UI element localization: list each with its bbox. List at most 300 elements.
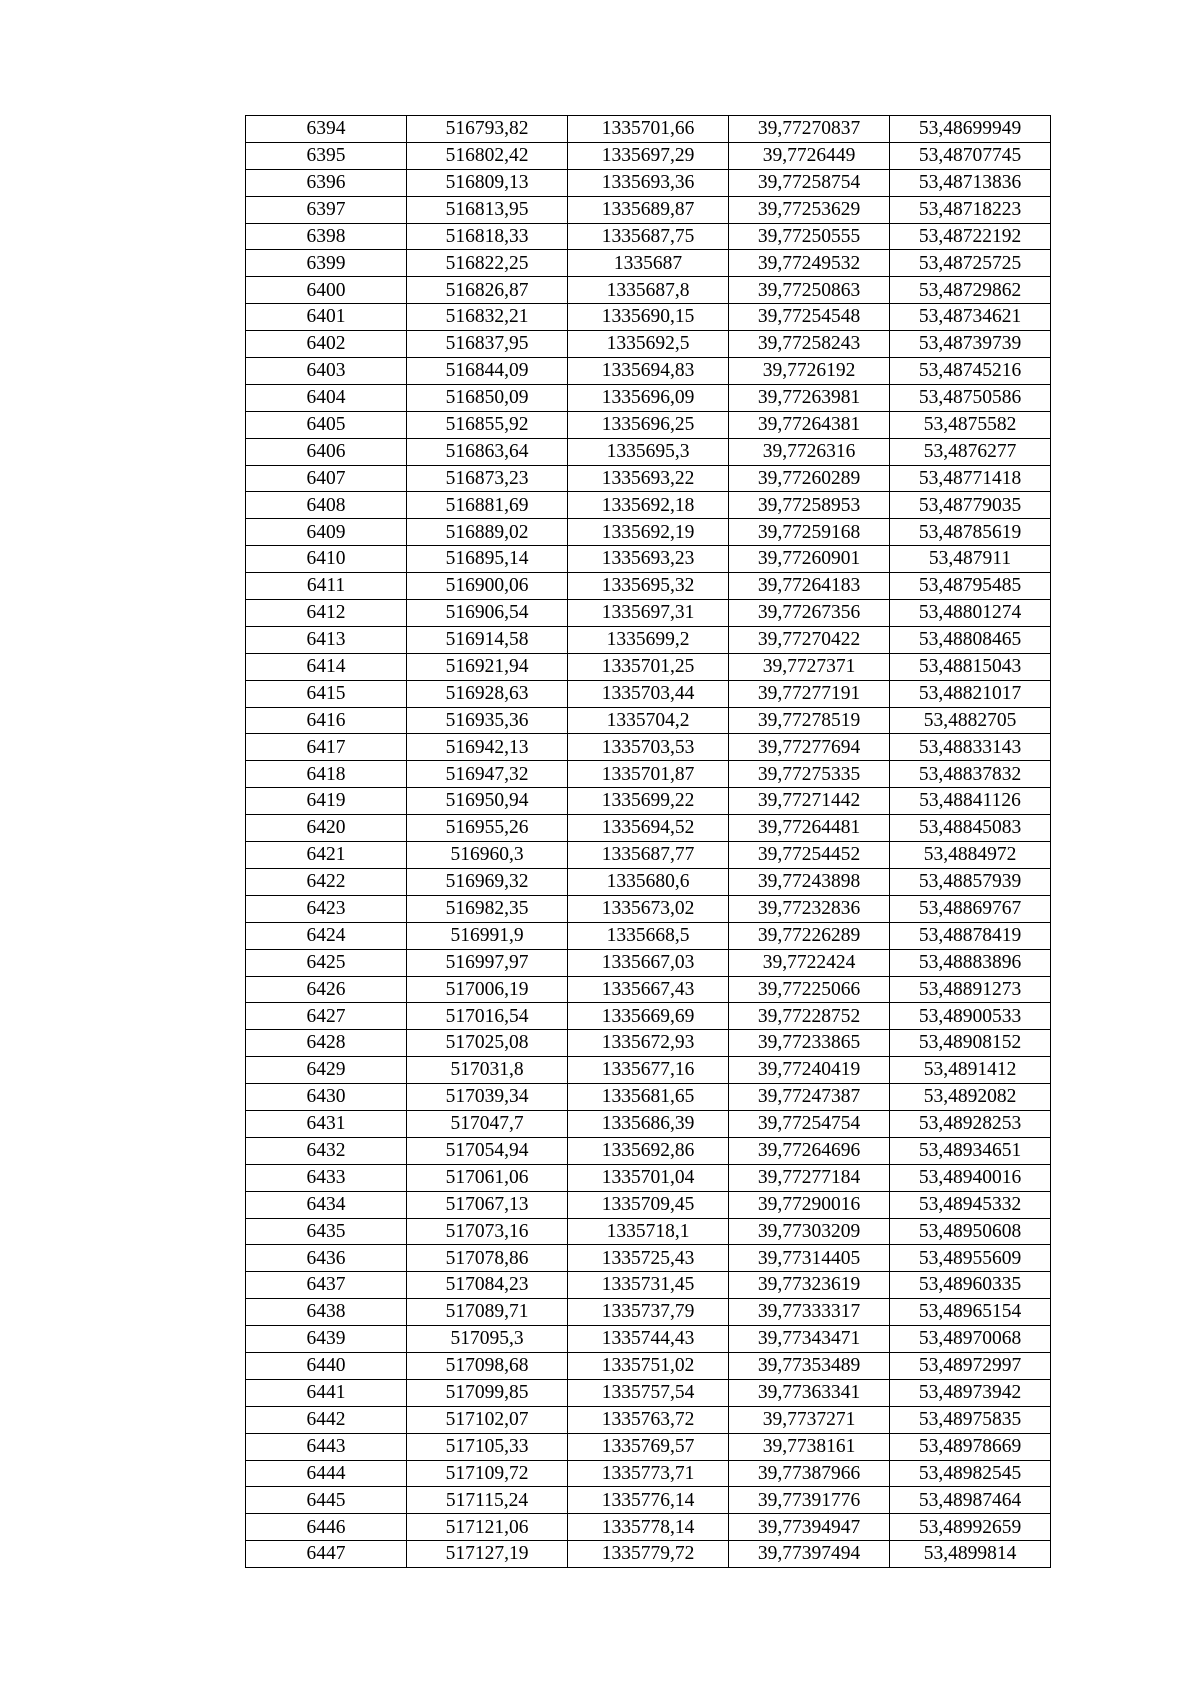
latitude-cell: 53,48713836 — [890, 169, 1051, 196]
point-number-cell: 6418 — [246, 761, 407, 788]
longitude-cell: 39,77270422 — [729, 626, 890, 653]
latitude-cell: 53,48955609 — [890, 1245, 1051, 1272]
x-coordinate-cell: 517084,23 — [407, 1272, 568, 1299]
y-coordinate-cell: 1335744,43 — [568, 1326, 729, 1353]
longitude-cell: 39,77259168 — [729, 519, 890, 546]
x-coordinate-cell: 516832,21 — [407, 304, 568, 331]
y-coordinate-cell: 1335695,32 — [568, 573, 729, 600]
table-row — [246, 788, 1051, 815]
table-row — [246, 734, 1051, 761]
point-number-cell: 6414 — [246, 653, 407, 680]
point-number-cell: 6394 — [246, 116, 407, 143]
table-row — [246, 868, 1051, 895]
y-coordinate-cell: 1335693,22 — [568, 465, 729, 492]
latitude-cell: 53,48945332 — [890, 1191, 1051, 1218]
y-coordinate-cell: 1335757,54 — [568, 1379, 729, 1406]
point-number-cell: 6423 — [246, 895, 407, 922]
y-coordinate-cell: 1335669,69 — [568, 1003, 729, 1030]
x-coordinate-cell: 516802,42 — [407, 142, 568, 169]
latitude-cell: 53,48837832 — [890, 761, 1051, 788]
point-number-cell: 6403 — [246, 358, 407, 385]
y-coordinate-cell: 1335694,83 — [568, 358, 729, 385]
x-coordinate-cell: 517127,19 — [407, 1541, 568, 1568]
latitude-cell: 53,48975835 — [890, 1406, 1051, 1433]
y-coordinate-cell: 1335703,53 — [568, 734, 729, 761]
latitude-cell: 53,48857939 — [890, 868, 1051, 895]
y-coordinate-cell: 1335692,19 — [568, 519, 729, 546]
point-number-cell: 6430 — [246, 1084, 407, 1111]
latitude-cell: 53,48833143 — [890, 734, 1051, 761]
longitude-cell: 39,77254452 — [729, 842, 890, 869]
latitude-cell: 53,48900533 — [890, 1003, 1051, 1030]
point-number-cell: 6437 — [246, 1272, 407, 1299]
table-row — [246, 116, 1051, 143]
latitude-cell: 53,48821017 — [890, 680, 1051, 707]
table-row — [246, 895, 1051, 922]
x-coordinate-cell: 516850,09 — [407, 384, 568, 411]
table-row — [246, 1352, 1051, 1379]
y-coordinate-cell: 1335731,45 — [568, 1272, 729, 1299]
latitude-cell: 53,48960335 — [890, 1272, 1051, 1299]
x-coordinate-cell: 516935,36 — [407, 707, 568, 734]
point-number-cell: 6411 — [246, 573, 407, 600]
y-coordinate-cell: 1335692,86 — [568, 1137, 729, 1164]
point-number-cell: 6446 — [246, 1514, 407, 1541]
y-coordinate-cell: 1335776,14 — [568, 1487, 729, 1514]
y-coordinate-cell: 1335687,77 — [568, 842, 729, 869]
latitude-cell: 53,48795485 — [890, 573, 1051, 600]
table-row — [246, 1003, 1051, 1030]
longitude-cell: 39,77250555 — [729, 223, 890, 250]
y-coordinate-cell: 1335681,65 — [568, 1084, 729, 1111]
point-number-cell: 6408 — [246, 492, 407, 519]
point-number-cell: 6441 — [246, 1379, 407, 1406]
y-coordinate-cell: 1335773,71 — [568, 1460, 729, 1487]
y-coordinate-cell: 1335694,52 — [568, 815, 729, 842]
point-number-cell: 6404 — [246, 384, 407, 411]
x-coordinate-cell: 516844,09 — [407, 358, 568, 385]
point-number-cell: 6415 — [246, 680, 407, 707]
y-coordinate-cell: 1335673,02 — [568, 895, 729, 922]
latitude-cell: 53,48815043 — [890, 653, 1051, 680]
table-row — [246, 1541, 1051, 1568]
point-number-cell: 6439 — [246, 1326, 407, 1353]
point-number-cell: 6445 — [246, 1487, 407, 1514]
y-coordinate-cell: 1335696,09 — [568, 384, 729, 411]
longitude-cell: 39,77233865 — [729, 1030, 890, 1057]
latitude-cell: 53,48841126 — [890, 788, 1051, 815]
longitude-cell: 39,77264381 — [729, 411, 890, 438]
x-coordinate-cell: 516895,14 — [407, 546, 568, 573]
longitude-cell: 39,7726316 — [729, 438, 890, 465]
x-coordinate-cell: 517039,34 — [407, 1084, 568, 1111]
table-row — [246, 653, 1051, 680]
y-coordinate-cell: 1335725,43 — [568, 1245, 729, 1272]
x-coordinate-cell: 516942,13 — [407, 734, 568, 761]
y-coordinate-cell: 1335668,5 — [568, 922, 729, 949]
point-number-cell: 6412 — [246, 600, 407, 627]
x-coordinate-cell: 516950,94 — [407, 788, 568, 815]
latitude-cell: 53,48928253 — [890, 1110, 1051, 1137]
table-row — [246, 465, 1051, 492]
table-row — [246, 438, 1051, 465]
table-row — [246, 761, 1051, 788]
latitude-cell: 53,48845083 — [890, 815, 1051, 842]
table-row — [246, 1460, 1051, 1487]
y-coordinate-cell: 1335677,16 — [568, 1057, 729, 1084]
table-row — [246, 1272, 1051, 1299]
longitude-cell: 39,77243898 — [729, 868, 890, 895]
longitude-cell: 39,77250863 — [729, 277, 890, 304]
table-row — [246, 250, 1051, 277]
x-coordinate-cell: 517102,07 — [407, 1406, 568, 1433]
latitude-cell: 53,48779035 — [890, 492, 1051, 519]
longitude-cell: 39,77323619 — [729, 1272, 890, 1299]
x-coordinate-cell: 516997,97 — [407, 949, 568, 976]
y-coordinate-cell: 1335687 — [568, 250, 729, 277]
x-coordinate-cell: 517031,8 — [407, 1057, 568, 1084]
latitude-cell: 53,48965154 — [890, 1299, 1051, 1326]
table-row — [246, 384, 1051, 411]
y-coordinate-cell: 1335680,6 — [568, 868, 729, 895]
point-number-cell: 6402 — [246, 331, 407, 358]
y-coordinate-cell: 1335701,87 — [568, 761, 729, 788]
table-row — [246, 1057, 1051, 1084]
latitude-cell: 53,48891273 — [890, 976, 1051, 1003]
x-coordinate-cell: 516947,32 — [407, 761, 568, 788]
point-number-cell: 6429 — [246, 1057, 407, 1084]
y-coordinate-cell: 1335718,1 — [568, 1218, 729, 1245]
x-coordinate-cell: 516960,3 — [407, 842, 568, 869]
longitude-cell: 39,7722424 — [729, 949, 890, 976]
point-number-cell: 6419 — [246, 788, 407, 815]
y-coordinate-cell: 1335687,75 — [568, 223, 729, 250]
longitude-cell: 39,77247387 — [729, 1084, 890, 1111]
y-coordinate-cell: 1335751,02 — [568, 1352, 729, 1379]
y-coordinate-cell: 1335701,04 — [568, 1164, 729, 1191]
x-coordinate-cell: 517078,86 — [407, 1245, 568, 1272]
y-coordinate-cell: 1335704,2 — [568, 707, 729, 734]
table-row — [246, 707, 1051, 734]
table-row — [246, 196, 1051, 223]
table-row — [246, 169, 1051, 196]
x-coordinate-cell: 516863,64 — [407, 438, 568, 465]
table-row — [246, 922, 1051, 949]
latitude-cell: 53,48940016 — [890, 1164, 1051, 1191]
latitude-cell: 53,48699949 — [890, 116, 1051, 143]
longitude-cell: 39,77275335 — [729, 761, 890, 788]
latitude-cell: 53,4891412 — [890, 1057, 1051, 1084]
table-row — [246, 1487, 1051, 1514]
x-coordinate-cell: 517061,06 — [407, 1164, 568, 1191]
y-coordinate-cell: 1335672,93 — [568, 1030, 729, 1057]
x-coordinate-cell: 516826,87 — [407, 277, 568, 304]
point-number-cell: 6400 — [246, 277, 407, 304]
table-row — [246, 1137, 1051, 1164]
longitude-cell: 39,77363341 — [729, 1379, 890, 1406]
point-number-cell: 6447 — [246, 1541, 407, 1568]
table-row — [246, 277, 1051, 304]
table-row — [246, 1433, 1051, 1460]
latitude-cell: 53,48808465 — [890, 626, 1051, 653]
point-number-cell: 6422 — [246, 868, 407, 895]
latitude-cell: 53,48934651 — [890, 1137, 1051, 1164]
longitude-cell: 39,77394947 — [729, 1514, 890, 1541]
x-coordinate-cell: 516906,54 — [407, 600, 568, 627]
y-coordinate-cell: 1335778,14 — [568, 1514, 729, 1541]
latitude-cell: 53,4876277 — [890, 438, 1051, 465]
point-number-cell: 6421 — [246, 842, 407, 869]
latitude-cell: 53,48718223 — [890, 196, 1051, 223]
x-coordinate-cell: 516813,95 — [407, 196, 568, 223]
point-number-cell: 6425 — [246, 949, 407, 976]
point-number-cell: 6438 — [246, 1299, 407, 1326]
table-row — [246, 1326, 1051, 1353]
longitude-cell: 39,77387966 — [729, 1460, 890, 1487]
table-row — [246, 1110, 1051, 1137]
x-coordinate-cell: 516889,02 — [407, 519, 568, 546]
x-coordinate-cell: 516809,13 — [407, 169, 568, 196]
longitude-cell: 39,77397494 — [729, 1541, 890, 1568]
y-coordinate-cell: 1335692,18 — [568, 492, 729, 519]
point-number-cell: 6444 — [246, 1460, 407, 1487]
longitude-cell: 39,77226289 — [729, 922, 890, 949]
y-coordinate-cell: 1335686,39 — [568, 1110, 729, 1137]
point-number-cell: 6440 — [246, 1352, 407, 1379]
x-coordinate-cell: 516914,58 — [407, 626, 568, 653]
y-coordinate-cell: 1335690,15 — [568, 304, 729, 331]
longitude-cell: 39,77254754 — [729, 1110, 890, 1137]
y-coordinate-cell: 1335769,57 — [568, 1433, 729, 1460]
table-row — [246, 842, 1051, 869]
longitude-cell: 39,77258754 — [729, 169, 890, 196]
longitude-cell: 39,77249532 — [729, 250, 890, 277]
x-coordinate-cell: 517054,94 — [407, 1137, 568, 1164]
longitude-cell: 39,77277184 — [729, 1164, 890, 1191]
x-coordinate-cell: 517006,19 — [407, 976, 568, 1003]
latitude-cell: 53,48908152 — [890, 1030, 1051, 1057]
longitude-cell: 39,77260901 — [729, 546, 890, 573]
x-coordinate-cell: 517099,85 — [407, 1379, 568, 1406]
x-coordinate-cell: 516793,82 — [407, 116, 568, 143]
point-number-cell: 6433 — [246, 1164, 407, 1191]
point-number-cell: 6435 — [246, 1218, 407, 1245]
latitude-cell: 53,48745216 — [890, 358, 1051, 385]
table-row — [246, 331, 1051, 358]
point-number-cell: 6397 — [246, 196, 407, 223]
latitude-cell: 53,48771418 — [890, 465, 1051, 492]
latitude-cell: 53,48869767 — [890, 895, 1051, 922]
longitude-cell: 39,77263981 — [729, 384, 890, 411]
latitude-cell: 53,48722192 — [890, 223, 1051, 250]
point-number-cell: 6420 — [246, 815, 407, 842]
point-number-cell: 6442 — [246, 1406, 407, 1433]
longitude-cell: 39,7737271 — [729, 1406, 890, 1433]
x-coordinate-cell: 517115,24 — [407, 1487, 568, 1514]
point-number-cell: 6396 — [246, 169, 407, 196]
table-row — [246, 1406, 1051, 1433]
y-coordinate-cell: 1335695,3 — [568, 438, 729, 465]
longitude-cell: 39,77264696 — [729, 1137, 890, 1164]
latitude-cell: 53,487911 — [890, 546, 1051, 573]
x-coordinate-cell: 516818,33 — [407, 223, 568, 250]
x-coordinate-cell: 517016,54 — [407, 1003, 568, 1030]
latitude-cell: 53,48729862 — [890, 277, 1051, 304]
longitude-cell: 39,77264481 — [729, 815, 890, 842]
point-number-cell: 6424 — [246, 922, 407, 949]
table-row — [246, 573, 1051, 600]
y-coordinate-cell: 1335701,25 — [568, 653, 729, 680]
y-coordinate-cell: 1335667,43 — [568, 976, 729, 1003]
table-row — [246, 142, 1051, 169]
y-coordinate-cell: 1335709,45 — [568, 1191, 729, 1218]
table-row — [246, 519, 1051, 546]
x-coordinate-cell: 517047,7 — [407, 1110, 568, 1137]
x-coordinate-cell: 516822,25 — [407, 250, 568, 277]
longitude-cell: 39,77391776 — [729, 1487, 890, 1514]
x-coordinate-cell: 516982,35 — [407, 895, 568, 922]
point-number-cell: 6434 — [246, 1191, 407, 1218]
longitude-cell: 39,77232836 — [729, 895, 890, 922]
longitude-cell: 39,77258953 — [729, 492, 890, 519]
table-row — [246, 1084, 1051, 1111]
latitude-cell: 53,48973942 — [890, 1379, 1051, 1406]
x-coordinate-cell: 516900,06 — [407, 573, 568, 600]
y-coordinate-cell: 1335693,23 — [568, 546, 729, 573]
latitude-cell: 53,48950608 — [890, 1218, 1051, 1245]
table-row — [246, 1191, 1051, 1218]
point-number-cell: 6416 — [246, 707, 407, 734]
latitude-cell: 53,48739739 — [890, 331, 1051, 358]
point-number-cell: 6405 — [246, 411, 407, 438]
longitude-cell: 39,7738161 — [729, 1433, 890, 1460]
x-coordinate-cell: 517089,71 — [407, 1299, 568, 1326]
latitude-cell: 53,48982545 — [890, 1460, 1051, 1487]
table-row — [246, 1218, 1051, 1245]
x-coordinate-cell: 516991,9 — [407, 922, 568, 949]
point-number-cell: 6413 — [246, 626, 407, 653]
point-number-cell: 6432 — [246, 1137, 407, 1164]
longitude-cell: 39,77277694 — [729, 734, 890, 761]
point-number-cell: 6407 — [246, 465, 407, 492]
table-row — [246, 358, 1051, 385]
x-coordinate-cell: 516837,95 — [407, 331, 568, 358]
table-row — [246, 304, 1051, 331]
latitude-cell: 53,48785619 — [890, 519, 1051, 546]
longitude-cell: 39,77225066 — [729, 976, 890, 1003]
y-coordinate-cell: 1335701,66 — [568, 116, 729, 143]
y-coordinate-cell: 1335687,8 — [568, 277, 729, 304]
latitude-cell: 53,48972997 — [890, 1352, 1051, 1379]
x-coordinate-cell: 517098,68 — [407, 1352, 568, 1379]
point-number-cell: 6406 — [246, 438, 407, 465]
latitude-cell: 53,48750586 — [890, 384, 1051, 411]
coordinates-table — [245, 115, 1051, 1568]
x-coordinate-cell: 516855,92 — [407, 411, 568, 438]
y-coordinate-cell: 1335693,36 — [568, 169, 729, 196]
table-row — [246, 815, 1051, 842]
point-number-cell: 6427 — [246, 1003, 407, 1030]
table-row — [246, 492, 1051, 519]
point-number-cell: 6428 — [246, 1030, 407, 1057]
longitude-cell: 39,77343471 — [729, 1326, 890, 1353]
table-row — [246, 411, 1051, 438]
coordinates-table-body — [246, 116, 1051, 1568]
y-coordinate-cell: 1335697,31 — [568, 600, 729, 627]
longitude-cell: 39,77254548 — [729, 304, 890, 331]
table-row — [246, 1164, 1051, 1191]
x-coordinate-cell: 516955,26 — [407, 815, 568, 842]
x-coordinate-cell: 517025,08 — [407, 1030, 568, 1057]
latitude-cell: 53,4899814 — [890, 1541, 1051, 1568]
point-number-cell: 6443 — [246, 1433, 407, 1460]
latitude-cell: 53,48734621 — [890, 304, 1051, 331]
x-coordinate-cell: 516921,94 — [407, 653, 568, 680]
point-number-cell: 6395 — [246, 142, 407, 169]
longitude-cell: 39,77260289 — [729, 465, 890, 492]
longitude-cell: 39,77303209 — [729, 1218, 890, 1245]
longitude-cell: 39,77333317 — [729, 1299, 890, 1326]
longitude-cell: 39,77258243 — [729, 331, 890, 358]
latitude-cell: 53,48992659 — [890, 1514, 1051, 1541]
table-row — [246, 600, 1051, 627]
x-coordinate-cell: 517095,3 — [407, 1326, 568, 1353]
longitude-cell: 39,7727371 — [729, 653, 890, 680]
longitude-cell: 39,77314405 — [729, 1245, 890, 1272]
longitude-cell: 39,77253629 — [729, 196, 890, 223]
y-coordinate-cell: 1335692,5 — [568, 331, 729, 358]
longitude-cell: 39,77271442 — [729, 788, 890, 815]
x-coordinate-cell: 517109,72 — [407, 1460, 568, 1487]
y-coordinate-cell: 1335697,29 — [568, 142, 729, 169]
x-coordinate-cell: 517073,16 — [407, 1218, 568, 1245]
table-row — [246, 1379, 1051, 1406]
latitude-cell: 53,48801274 — [890, 600, 1051, 627]
point-number-cell: 6410 — [246, 546, 407, 573]
table-row — [246, 1514, 1051, 1541]
x-coordinate-cell: 516969,32 — [407, 868, 568, 895]
table-row — [246, 1030, 1051, 1057]
longitude-cell: 39,77264183 — [729, 573, 890, 600]
y-coordinate-cell: 1335763,72 — [568, 1406, 729, 1433]
point-number-cell: 6398 — [246, 223, 407, 250]
y-coordinate-cell: 1335696,25 — [568, 411, 729, 438]
longitude-cell: 39,77290016 — [729, 1191, 890, 1218]
latitude-cell: 53,48883896 — [890, 949, 1051, 976]
point-number-cell: 6426 — [246, 976, 407, 1003]
y-coordinate-cell: 1335779,72 — [568, 1541, 729, 1568]
table-row — [246, 1299, 1051, 1326]
latitude-cell: 53,48978669 — [890, 1433, 1051, 1460]
longitude-cell: 39,77228752 — [729, 1003, 890, 1030]
table-row — [246, 1245, 1051, 1272]
longitude-cell: 39,77353489 — [729, 1352, 890, 1379]
latitude-cell: 53,48878419 — [890, 922, 1051, 949]
latitude-cell: 53,4892082 — [890, 1084, 1051, 1111]
longitude-cell: 39,77240419 — [729, 1057, 890, 1084]
longitude-cell: 39,77277191 — [729, 680, 890, 707]
longitude-cell: 39,7726449 — [729, 142, 890, 169]
point-number-cell: 6399 — [246, 250, 407, 277]
point-number-cell: 6436 — [246, 1245, 407, 1272]
longitude-cell: 39,77270837 — [729, 116, 890, 143]
table-row — [246, 223, 1051, 250]
latitude-cell: 53,4884972 — [890, 842, 1051, 869]
x-coordinate-cell: 516881,69 — [407, 492, 568, 519]
point-number-cell: 6417 — [246, 734, 407, 761]
latitude-cell: 53,4875582 — [890, 411, 1051, 438]
table-row — [246, 680, 1051, 707]
